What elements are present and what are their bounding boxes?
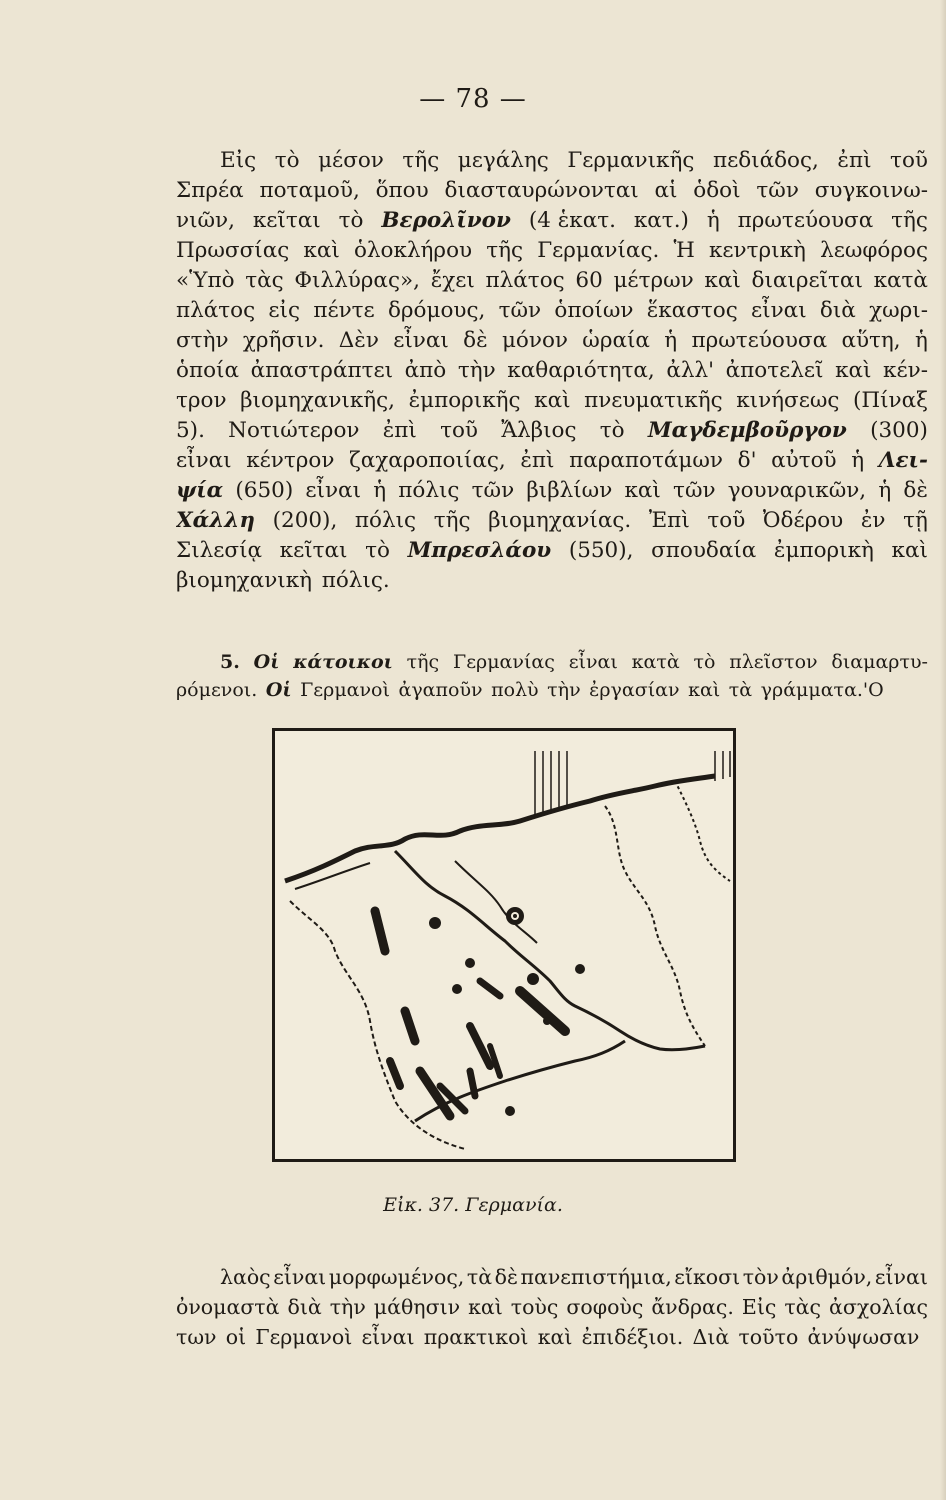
word: ἐμπορικὴ — [773, 538, 874, 563]
word: τῆς — [406, 651, 440, 673]
word: (200), — [272, 508, 338, 533]
text-line — [176, 146, 928, 176]
word: Δὲν — [338, 328, 379, 353]
word: ὁδοὶ — [693, 178, 741, 203]
word: σοφοὺς — [566, 1295, 644, 1319]
word: ἡ — [373, 478, 387, 503]
word: ἐπὶ — [837, 148, 872, 173]
word: μορφωμένος, — [328, 1265, 465, 1289]
word: αὐτοῦ — [771, 448, 837, 473]
word: Λει- — [878, 448, 928, 473]
paragraph-inhabitants — [176, 648, 928, 704]
word: πρωτεύουσα — [691, 328, 828, 353]
word: λαὸς — [220, 1265, 271, 1289]
eastern-border — [605, 806, 705, 1046]
word: τὸ — [693, 651, 716, 673]
word: τῆς — [486, 238, 524, 263]
word: τὰς — [784, 1295, 822, 1319]
word: πολὺ — [491, 679, 539, 701]
word: των — [176, 1325, 217, 1349]
word: ἀνύψωσαν — [807, 1325, 920, 1349]
word: πλάτος — [176, 298, 256, 323]
word: 5). — [176, 418, 205, 443]
word: ἄνδρας. — [651, 1295, 734, 1319]
text-line — [176, 386, 928, 416]
word: κεῖται — [279, 538, 348, 563]
word: Νοτιώτερον — [228, 418, 360, 443]
word: εἶναι — [273, 1265, 327, 1289]
word: Βερολῖνον — [381, 208, 511, 233]
word: τῶν — [498, 298, 542, 323]
word: ρόμενοι. — [176, 679, 258, 701]
word: ἡ — [706, 208, 720, 233]
word: ἔχει — [430, 268, 475, 293]
word: Γερμανίας — [453, 651, 555, 673]
word: Γερμανίας. — [537, 238, 660, 263]
word: τὰς — [245, 268, 284, 293]
word: χωρι- — [869, 298, 928, 323]
word: βιομηχανικὴ — [176, 568, 313, 593]
word: καὶ — [534, 388, 571, 413]
word: πρακτικοὶ — [423, 1325, 529, 1349]
word: ὁλοκλήρου — [353, 238, 473, 263]
text-line — [176, 1292, 928, 1322]
text-line — [176, 676, 928, 704]
text-line — [176, 1262, 928, 1292]
word: σπουδαία — [651, 538, 757, 563]
word: πλάτος — [485, 268, 565, 293]
text-line — [176, 416, 928, 446]
word: 5. — [220, 651, 240, 673]
word: μάθησιν — [373, 1295, 461, 1319]
word: Μπρεσλάου — [407, 538, 552, 563]
word: τοῦ — [440, 418, 478, 443]
word: ἡ — [914, 328, 928, 353]
word: μόνον — [501, 328, 568, 353]
word: Ἐπὶ — [648, 508, 690, 533]
word: ὡραία — [582, 328, 650, 353]
word: ἀπὸ — [404, 358, 447, 383]
word: τὸ — [599, 418, 625, 443]
word: ἀγαποῦν — [398, 679, 483, 701]
word: τοῦτο — [738, 1325, 799, 1349]
text-line — [176, 566, 928, 596]
word: τὴν — [329, 1295, 366, 1319]
text-line — [176, 536, 928, 566]
word: μέσον — [318, 148, 384, 173]
word: εἶναι — [305, 478, 361, 503]
word: βιβλίων — [526, 478, 613, 503]
word: (Πίναξ — [852, 388, 928, 413]
word: κινήσεως — [736, 388, 840, 413]
word: Γερμανοὶ — [300, 679, 390, 701]
word: εἶναι — [361, 1325, 415, 1349]
germany-map-drawing — [275, 731, 733, 1159]
word: αἱ — [654, 178, 678, 203]
word: κεντρικὴ — [708, 238, 806, 263]
word: νιῶν, — [176, 208, 235, 233]
word: πόλις — [398, 478, 460, 503]
word: ἐπιδέξιοι. — [581, 1325, 684, 1349]
word: καὶ — [891, 538, 928, 563]
word: (550), — [568, 538, 634, 563]
word: καὶ — [537, 1325, 573, 1349]
word: τῇ — [903, 508, 928, 533]
text-line — [176, 266, 928, 296]
word: Ἡ — [673, 238, 695, 263]
word: ἡ — [878, 478, 892, 503]
word: τῆς — [891, 208, 928, 233]
word: κάτοικοι — [293, 651, 393, 673]
paragraph-education — [176, 1262, 928, 1352]
word: Γερμανικῆς — [567, 148, 695, 173]
word: Μαγδεμβοῦργον — [647, 418, 847, 443]
text-line — [176, 648, 928, 676]
word: πέντε — [313, 298, 375, 323]
word: τῶν — [471, 478, 515, 503]
word: διὰ — [819, 298, 856, 323]
word: Πρωσσίας — [176, 238, 290, 263]
word: τὰ — [466, 1265, 493, 1289]
word: τὸ — [274, 148, 300, 173]
word: τὰ — [728, 679, 753, 701]
word: (650) — [235, 478, 294, 503]
text-line — [176, 296, 928, 326]
word: Φιλλύρας», — [294, 268, 420, 293]
word: ἐμπορικῆς — [408, 388, 521, 413]
word: διὰ — [287, 1295, 322, 1319]
word: ὁποία — [176, 358, 239, 383]
word: λεωφόρος — [820, 238, 928, 263]
word: ἀσχολίας — [829, 1295, 928, 1319]
word: ἐπὶ — [382, 418, 417, 443]
text-line — [176, 476, 928, 506]
figure-caption: Εἰκ. 37. Γερμανία. — [383, 1194, 563, 1216]
word: «Ὑπὸ — [176, 268, 235, 293]
word: τὸν — [742, 1265, 779, 1289]
word: καὶ — [688, 679, 721, 701]
word: τὸ — [338, 208, 364, 233]
text-line — [176, 326, 928, 356]
word: ζαχαροποιίας, — [349, 448, 506, 473]
word: τοῦ — [707, 508, 746, 533]
word: κατ.) — [633, 208, 689, 233]
word: ἡ — [664, 328, 678, 353]
word: Χάλλη — [176, 508, 256, 533]
page-edge — [940, 0, 946, 1500]
text-line — [176, 506, 928, 536]
word: συγκοινω- — [814, 178, 928, 203]
word: εἰς — [268, 298, 301, 323]
word: αὕτη, — [841, 328, 901, 353]
word: πρωτεύουσα — [737, 208, 874, 233]
word: ὀνομαστὰ — [176, 1295, 280, 1319]
word: χρῆσιν. — [242, 328, 325, 353]
word: εἶναι — [568, 651, 618, 673]
word: παραποτάμων — [569, 448, 723, 473]
text-line — [176, 206, 928, 236]
word: καὶ — [835, 358, 872, 383]
word: ψία — [176, 478, 224, 503]
word: Διὰ — [692, 1325, 730, 1349]
word: καὶ — [624, 478, 661, 503]
word: εἶναι — [751, 298, 807, 323]
word: πανεπιστήμια, — [520, 1265, 672, 1289]
word: τὴν — [457, 358, 496, 383]
word: ὅπου — [375, 178, 429, 203]
word: ὁποίων — [554, 298, 634, 323]
word: δὲ — [903, 478, 928, 503]
word: τρον — [176, 388, 227, 413]
word: ἀπαστράπτει — [250, 358, 394, 383]
word: δὲ — [463, 328, 488, 353]
word: Οἱ — [253, 651, 280, 673]
word: τὸ — [365, 538, 390, 563]
word: γουναρικῶν, — [727, 478, 867, 503]
word: Σπρέα — [176, 178, 244, 203]
word: εἶναι — [393, 328, 449, 353]
word: πεδιάδος, — [712, 148, 819, 173]
word: καὶ — [704, 268, 741, 293]
word: διασταυρώνονται — [444, 178, 639, 203]
page-number: — 78 — — [419, 84, 527, 114]
word: τῆς — [433, 508, 471, 533]
word: κέν- — [883, 358, 928, 383]
word: ἐργασίαν — [589, 679, 680, 701]
word: στὴν — [176, 328, 229, 353]
word: δὲ — [494, 1265, 518, 1289]
word: μεγάλης — [457, 148, 549, 173]
text-line — [176, 446, 928, 476]
word: (4 ἑκατ. — [528, 208, 616, 233]
word: πόλις — [354, 508, 417, 533]
word: Ἄλβιος — [501, 418, 577, 443]
word: καθαριότητα, — [507, 358, 655, 383]
word: εἴκοσι — [674, 1265, 741, 1289]
word: πνευματικῆς — [584, 388, 723, 413]
word: εἶναι — [874, 1265, 928, 1289]
word: τῆς — [402, 148, 440, 173]
word: ἀποτελεῖ — [725, 358, 824, 383]
word: Εἰς — [220, 148, 257, 173]
text-line — [176, 236, 928, 266]
word: Εἰς — [741, 1295, 777, 1319]
paragraph-berlin — [176, 146, 928, 596]
word: ἀλλ' — [666, 358, 715, 383]
word: βιομηχανικῆς, — [240, 388, 396, 413]
word: πλεῖστον — [729, 651, 818, 673]
word: (300) — [870, 418, 928, 443]
word: Ὀδέρου — [762, 508, 844, 533]
word: ἡ — [851, 448, 865, 473]
word: δ' — [737, 448, 757, 473]
word: Σιλεσίᾳ — [176, 538, 263, 563]
word: εἶναι — [176, 448, 232, 473]
word: διαιρεῖται — [751, 268, 863, 293]
word: κεῖται — [252, 208, 321, 233]
word: κέντρον — [246, 448, 335, 473]
word: ἕκαστος — [646, 298, 738, 323]
text-line — [176, 356, 928, 386]
germany-map-figure — [272, 728, 736, 1162]
word: ποταμοῦ, — [259, 178, 360, 203]
coastline — [285, 776, 715, 881]
word: τοῦ — [890, 148, 928, 173]
word: τοὺς — [510, 1295, 559, 1319]
word: πόλις. — [321, 568, 390, 593]
word: γράμματα.'Ο — [760, 679, 884, 701]
word: Οἱ — [265, 679, 292, 701]
text-line — [176, 176, 928, 206]
word: διαμαρτυ- — [831, 651, 928, 673]
word: βιομηχανίας. — [488, 508, 632, 533]
word: Γερμανοὶ — [255, 1325, 353, 1349]
word: τῶν — [673, 478, 716, 503]
text-line — [176, 1322, 928, 1352]
word: καὶ — [303, 238, 340, 263]
word: οἱ — [225, 1325, 247, 1349]
word: τῶν — [756, 178, 799, 203]
word: κατὰ — [631, 651, 680, 673]
word: δρόμους, — [387, 298, 486, 323]
word: 60 — [575, 268, 603, 293]
word: τὴν — [547, 679, 581, 701]
word: κατὰ — [873, 268, 928, 293]
word: ἐπὶ — [520, 448, 555, 473]
word: καὶ — [468, 1295, 503, 1319]
word: ἀριθμόν, — [781, 1265, 873, 1289]
word: ἐν — [860, 508, 886, 533]
word: μέτρων — [613, 268, 694, 293]
